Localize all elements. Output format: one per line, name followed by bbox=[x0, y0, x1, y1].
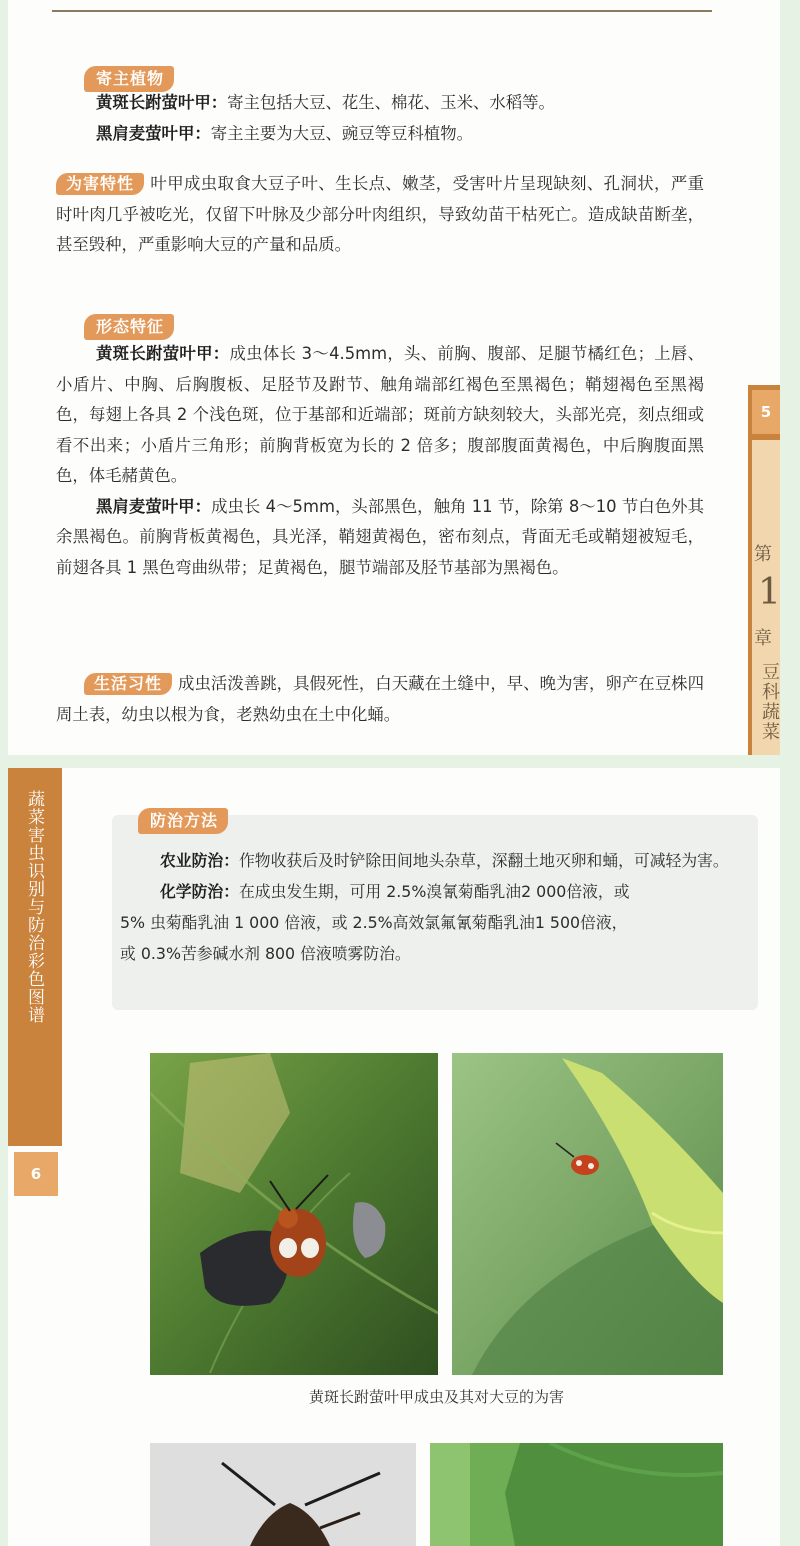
species-label: 黄斑长跗萤叶甲： bbox=[96, 93, 228, 112]
method-label: 化学防治： bbox=[160, 882, 239, 901]
morphology-text bbox=[56, 339, 704, 583]
section-tag-habits: 生活习性 bbox=[84, 673, 172, 695]
running-header-rule bbox=[52, 0, 712, 12]
chapter-suffix: 章 bbox=[754, 628, 772, 649]
photo-beetle-closeup bbox=[150, 1053, 438, 1375]
damage-text: 叶甲成虫取食大豆子叶、生长点、嫩茎，受害叶片呈现缺刻、孔洞状，严重时叶肉几乎被吃光，仅留下叶脉及少部分叶肉组织，导致幼苗干枯死亡。造成缺苗断垄，甚至毁种，严重影响大豆的产量和品质。 bbox=[56, 174, 704, 254]
chapter-prefix: 第 bbox=[754, 544, 772, 565]
page-number-tab: 6 bbox=[14, 1152, 58, 1196]
habit-text: 成虫活泼善跳，具假死性，白天藏在土缝中，早、晚为害，卵产在豆株四周土表，幼虫以根为食，老熟幼虫在土中化蛹。 bbox=[56, 674, 704, 724]
section-tag-control: 防治方法 bbox=[138, 808, 228, 834]
book-title: 蔬菜害虫识别与防治彩色图谱 bbox=[24, 790, 44, 1024]
photo-caption: 黄斑长跗萤叶甲成虫及其对大豆的为害 bbox=[308, 1388, 564, 1406]
habit-paragraph bbox=[56, 669, 704, 730]
paragraph-text: 成虫体长 3～4.5mm，头、前胸、腹部、足腿节橘红色；上唇、小盾片、中胸、后胸腹板、足胫节及跗节、触角端部红褐色至黑褐色；鞘翅褐色至黑褐色，每翅上各具 2 个浅色斑，位于基部和近端部；斑前方缺刻较大，头部光亮，刻点细或看不出来；小盾片三角形；前胸背板宽为长的 2 倍多；腹部腹面黄褐色，中后胸腹面黑色，体毛赭黄色。 bbox=[56, 344, 705, 485]
paragraph-text: 寄主包括大豆、花生、棉花、玉米、水稻等。 bbox=[227, 93, 555, 112]
paragraph-text: 5% 虫菊酯乳油 1 000 倍液，或 2.5%高效氯氟氰菊酯乳油1 500倍液， bbox=[120, 913, 628, 932]
section-tag-morphology: 形态特征 bbox=[84, 314, 174, 340]
species-label: 黄斑长跗萤叶甲： bbox=[96, 344, 230, 363]
photo-leaf-damage bbox=[430, 1443, 723, 1546]
section-tag-damage: 为害特性 bbox=[56, 173, 144, 195]
damage-paragraph bbox=[56, 169, 704, 261]
chapter-title: 豆科蔬菜 bbox=[759, 662, 780, 742]
paragraph-text: 作物收获后及时铲除田间地头杂草，深翻土地灭卵和蛹，可减轻为害。 bbox=[239, 851, 729, 870]
control-text bbox=[120, 845, 752, 969]
photo-beetle-on-leaf bbox=[452, 1053, 723, 1375]
host-plants-text bbox=[56, 88, 704, 149]
page-number-tab: 5 bbox=[752, 390, 780, 434]
paragraph-text: 成虫长 4～5mm，头部黑色，触角 11 节，除第 8～10 节白色外其余黑褐色。前胸背板黄褐色，具光泽，鞘翅黄褐色，密布刻点，背面无毛或鞘翅被短毛，前翅各具 1 黑色弯曲纵带；足黄褐色，腿节端部及胫节基部为黑褐色。 bbox=[56, 496, 704, 577]
paragraph-text: 或 0.3%苦参碱水剂 800 倍液喷雾防治。 bbox=[120, 944, 411, 963]
species-label: 黑肩麦萤叶甲： bbox=[96, 123, 211, 143]
photo-beetle-grey-bg bbox=[150, 1443, 416, 1546]
species-label: 黑肩麦萤叶甲： bbox=[96, 496, 212, 516]
method-label: 农业防治： bbox=[160, 851, 239, 870]
chapter-number: 1 bbox=[758, 572, 781, 613]
paragraph-text: 寄主主要为大豆、豌豆等豆科植物。 bbox=[210, 123, 473, 143]
section-tag-host-plants: 寄主植物 bbox=[84, 66, 174, 92]
paragraph-text: 在成虫发生期，可用 2.5%溴氰菊酯乳油2 000倍液，或 bbox=[239, 882, 630, 901]
